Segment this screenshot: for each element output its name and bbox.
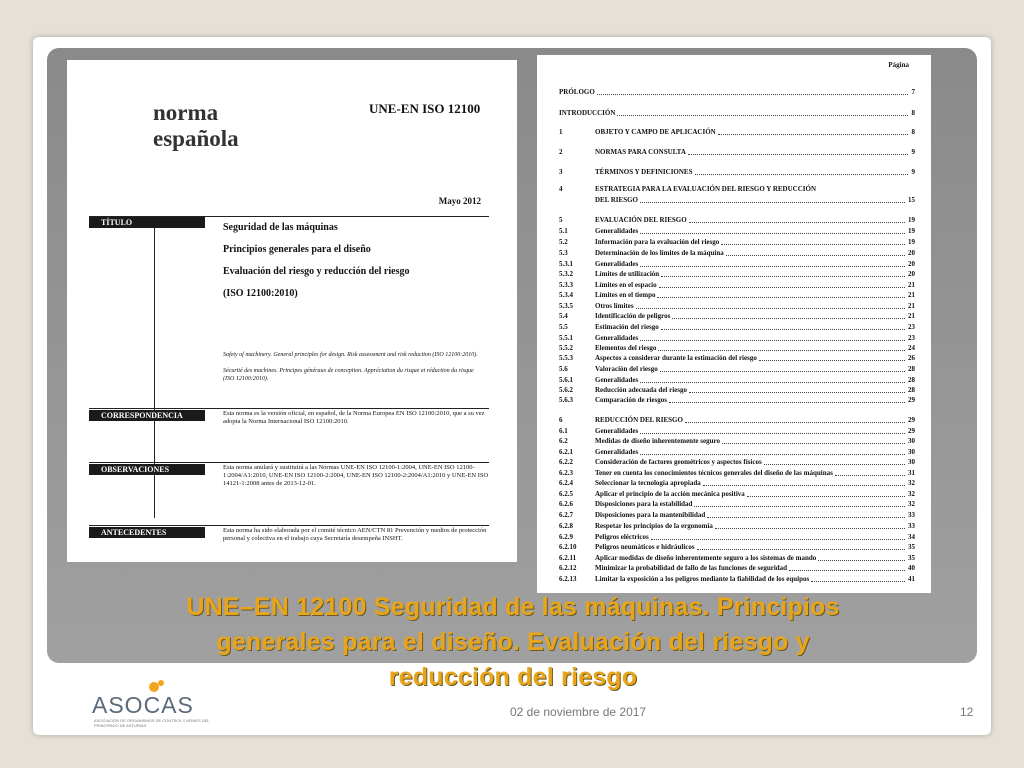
toc-leader-dots [721, 244, 905, 245]
toc-page-number: 20 [908, 260, 915, 268]
title-line-3: Evaluación del riesgo y reducción del riesgo [223, 266, 410, 277]
toc-leader-dots [661, 329, 905, 330]
toc-leader-dots [657, 297, 905, 298]
toc-row [559, 343, 915, 353]
toc-page-number: 32 [908, 500, 915, 508]
toc-title: Generalidades [595, 334, 639, 342]
caption-line-1: UNE–EN 12100 Seguridad de las máquinas. Principios [186, 593, 840, 621]
title-line-2: Principios generales para el diseño [223, 244, 371, 255]
toc-page-number: 28 [908, 386, 915, 394]
toc-row [559, 237, 915, 247]
toc-number: 5.4 [559, 312, 568, 320]
toc-number: 5.3 [559, 249, 568, 257]
toc-row [559, 489, 915, 499]
toc-title: Identificación de peligros [595, 312, 671, 320]
toc-page-number: 9 [911, 148, 915, 156]
toc-leader-dots [640, 433, 905, 434]
logo-dot [158, 680, 164, 686]
toc-leader-dots [640, 202, 905, 203]
toc-number: 6.2.7 [559, 511, 573, 519]
title-line-1: Seguridad de las máquinas [223, 222, 338, 233]
toc-title: Seleccionar la tecnología apropiada [595, 479, 701, 487]
toc-number: 6.2.10 [559, 543, 577, 551]
toc-leader-dots [685, 422, 905, 423]
toc-leader-dots [658, 350, 905, 351]
antecedentes-label: ANTECEDENTES [89, 527, 205, 538]
toc-number: 5.5.2 [559, 344, 573, 352]
toc-page-number: 35 [908, 543, 915, 551]
toc-leader-dots [669, 402, 905, 403]
toc-page-number: 33 [908, 511, 915, 519]
toc-row [559, 532, 915, 542]
toc-number: 6 [559, 416, 563, 424]
toc-row [559, 468, 915, 478]
toc-row [559, 553, 915, 563]
antecedentes-text: Esta norma ha sido elaborada por el comité técnico AEN/CTN 81 Prevención y medios de protección personal y colectiva en el trabajo cuya Secretaría desempeña INSHT. [223, 527, 487, 542]
toc-number: 5 [559, 216, 563, 224]
toc-title: Generalidades [595, 448, 639, 456]
toc-title: Generalidades [595, 376, 639, 384]
toc-title: Minimizar la probabilidad de fallo de las funciones de seguridad [595, 564, 788, 572]
toc-title: Determinación de los límites de la máquina [595, 249, 724, 257]
toc-row [559, 215, 915, 225]
english-title: Safety of machinery. General principles for design. Risk assessment and risk reduction (ISO 12100:2010). [223, 352, 478, 358]
toc-title: OBJETO Y CAMPO DE APLICACIÓN [595, 128, 716, 136]
toc-leader-dots [694, 506, 905, 507]
toc-row [559, 426, 915, 436]
french-title: Sécurité des machines. Principes généraux de conception. Appréciation du risque et réduction du risque (ISO 12100:2010). [223, 368, 474, 382]
correspondencia-text: Esta norma es la versión oficial, en español, de la Norma Europea EN ISO 12100:2010, que a su vez adopta la Norma Internacional ISO 12100:2010. [223, 410, 485, 425]
toc-page-number: 21 [908, 281, 915, 289]
toc-number: 5.6.3 [559, 396, 573, 404]
toc-page-number: 21 [908, 312, 915, 320]
toc-row [559, 415, 915, 425]
toc-number: 5.3.1 [559, 260, 573, 268]
toc-title: Otros límites [595, 302, 634, 310]
toc-row [559, 499, 915, 509]
toc-number: 5.6 [559, 365, 568, 373]
toc-leader-dots [597, 94, 908, 95]
toc-leader-dots [640, 340, 905, 341]
toc-leader-dots [688, 154, 908, 155]
toc-leader-dots [789, 570, 905, 571]
toc-page-number: 30 [908, 437, 915, 445]
toc-leader-dots [818, 560, 905, 561]
toc-leader-dots [640, 382, 905, 383]
toc-page-number: 23 [908, 334, 915, 342]
toc-number: 6.2.6 [559, 500, 573, 508]
toc-row [559, 478, 915, 488]
toc-leader-dots [640, 233, 905, 234]
toc-leader-dots [659, 287, 905, 288]
toc-row [559, 333, 915, 343]
toc-page-number: 23 [908, 323, 915, 331]
toc-row [559, 521, 915, 531]
logo-text: ASOCAS [92, 692, 194, 718]
toc-row [559, 248, 915, 258]
toc-number: 5.3.4 [559, 291, 573, 299]
toc-page-number: 24 [908, 344, 915, 352]
toc-title: REDUCCIÓN DEL RIESGO [595, 416, 683, 424]
toc-leader-dots [764, 464, 905, 465]
toc-title: Aplicar el principio de la acción mecánica positiva [595, 490, 745, 498]
toc-number: 6.2 [559, 437, 568, 445]
toc-title: Reducción adecuada del riesgo [595, 386, 687, 394]
toc-row [559, 364, 915, 374]
toc-row [559, 259, 915, 269]
toc-row [559, 184, 915, 194]
toc-number: 6.2.8 [559, 522, 573, 530]
toc-leader-dots [759, 360, 905, 361]
correspondencia-label: CORRESPONDENCIA [89, 410, 205, 421]
toc-leader-dots [689, 392, 905, 393]
titulo-label: TÍTULO [89, 217, 205, 228]
toc-leader-dots [697, 549, 905, 550]
toc-row [559, 87, 915, 97]
toc-title: TÉRMINOS Y DEFINICIONES [595, 168, 693, 176]
toc-title: EVALUACIÓN DEL RIESGO [595, 216, 687, 224]
toc-row [559, 108, 915, 118]
publication-date: Mayo 2012 [438, 196, 481, 206]
toc-number: 3 [559, 168, 563, 176]
toc-number: 1 [559, 128, 563, 136]
toc-title: Información para la evaluación del riesgo [595, 238, 720, 246]
toc-title: Aplicar medidas de diseño inherentemente seguro a los sistemas de mando [595, 554, 817, 562]
toc-number: 5.6.2 [559, 386, 573, 394]
toc-leader-dots [726, 255, 905, 256]
toc-title: Disposiciones para la mantenibilidad [595, 511, 706, 519]
toc-number: 5.3.5 [559, 302, 573, 310]
toc-number: 2 [559, 148, 563, 156]
toc-title: Comparación de riesgos [595, 396, 667, 404]
toc-title: Peligros neumáticos e hidráulicos [595, 543, 695, 551]
footer-date: 02 de noviembre de 2017 [510, 705, 647, 719]
norma-line2: española [153, 126, 239, 151]
observaciones-text: Esta norma anulará y sustituirá a las Normas UNE-EN ISO 12100-1:2004, UNE-EN ISO 12100-1:2004/A1:2010, UNE-EN ISO 12100-2:2004, UNE-EN ISO 12100-2:2004/A1:2010 y UNE-EN ISO 14121-1:2008 antes de 2013-12-01. [223, 464, 489, 487]
toc-number: 5.6.1 [559, 376, 573, 384]
toc-row [559, 574, 915, 584]
toc-leader-dots [651, 539, 905, 540]
toc-number: 6.2.3 [559, 469, 573, 477]
toc-title: Valoración del riesgo [595, 365, 658, 373]
toc-title: Aspectos a considerar durante la estimación del riesgo [595, 354, 757, 362]
toc-leader-dots [835, 475, 905, 476]
toc-row [559, 436, 915, 446]
toc-row [559, 542, 915, 552]
toc-page-number: 32 [908, 490, 915, 498]
toc-title: Generalidades [595, 427, 639, 435]
toc-row [559, 311, 915, 321]
toc-number: 4 [559, 185, 563, 193]
table-of-contents-page [537, 55, 931, 593]
toc-leader-dots [640, 266, 905, 267]
toc-row [559, 457, 915, 467]
toc-row [559, 195, 915, 205]
toc-row [559, 510, 915, 520]
toc-row [559, 301, 915, 311]
toc-page-number: 28 [908, 365, 915, 373]
toc-number: 5.1 [559, 227, 568, 235]
toc-page-number: 28 [908, 376, 915, 384]
toc-page-number: 35 [908, 554, 915, 562]
toc-page-number: 21 [908, 302, 915, 310]
toc-row [559, 563, 915, 573]
toc-leader-dots [617, 115, 908, 116]
caption-line-3: reducción del riesgo [388, 663, 638, 691]
toc-row [559, 385, 915, 395]
toc-title: Elementos del riesgo [595, 344, 657, 352]
standard-cover-page [67, 60, 517, 562]
toc-number: 6.2.11 [559, 554, 577, 562]
toc-row [559, 375, 915, 385]
toc-page-number: 29 [908, 416, 915, 424]
toc-page-number: 29 [908, 427, 915, 435]
toc-leader-dots [672, 318, 905, 319]
toc-row [559, 322, 915, 332]
toc-row [559, 353, 915, 363]
toc-page-number: 40 [908, 564, 915, 572]
toc-page-number: 20 [908, 249, 915, 257]
toc-row [559, 290, 915, 300]
caption-line-2: generales para el diseño. Evaluación del riesgo y [216, 628, 810, 656]
toc-page-number: 19 [908, 227, 915, 235]
standard-code: UNE-EN ISO 12100 [369, 101, 481, 116]
toc-number: 5.3.3 [559, 281, 573, 289]
toc-title: Generalidades [595, 260, 639, 268]
toc-title: Disposiciones para la estabilidad [595, 500, 693, 508]
asocas-logo [92, 680, 214, 728]
toc-title: INTRODUCCIÓN [559, 109, 616, 117]
norma-line1: norma [153, 100, 219, 125]
toc-number: 5.5.1 [559, 334, 573, 342]
toc-row [559, 395, 915, 405]
toc-title: Límites en el tiempo [595, 291, 656, 299]
toc-number: 6.2.12 [559, 564, 577, 572]
toc-leader-dots [715, 528, 905, 529]
toc-number: 6.2.2 [559, 458, 573, 466]
toc-leader-dots [722, 443, 905, 444]
toc-page-number: 26 [908, 354, 915, 362]
toc-leader-dots [707, 517, 905, 518]
divider [89, 408, 489, 409]
toc-leader-dots [640, 454, 905, 455]
toc-row [559, 127, 915, 137]
toc-page-number: 32 [908, 479, 915, 487]
norma-espanola-heading [153, 100, 239, 152]
toc-row [559, 269, 915, 279]
toc-number: 5.3.2 [559, 270, 573, 278]
slide-number: 12 [960, 705, 974, 719]
toc-row [559, 167, 915, 177]
toc-page-number: 20 [908, 270, 915, 278]
toc-leader-dots [811, 581, 905, 582]
toc-title: Límites en el espacio [595, 281, 657, 289]
toc-page-number: 31 [908, 469, 915, 477]
toc-row [559, 226, 915, 236]
toc-number: 5.5.3 [559, 354, 573, 362]
toc-number: 6.2.4 [559, 479, 573, 487]
toc-number: 6.1 [559, 427, 568, 435]
toc-title: Consideración de factores geométricos y aspectos físicos [595, 458, 762, 466]
toc-page-number: 9 [911, 168, 915, 176]
toc-page-number: 15 [908, 196, 915, 204]
toc-page-number: 34 [908, 533, 915, 541]
toc-leader-dots [660, 371, 905, 372]
toc-page-number: 19 [908, 216, 915, 224]
toc-title: Respetar los principios de la ergonomía [595, 522, 713, 530]
toc-page-number: 33 [908, 522, 915, 530]
toc-leader-dots [689, 222, 905, 223]
toc-leader-dots [636, 308, 905, 309]
toc-number: 6.2.13 [559, 575, 577, 583]
toc-title: Peligros eléctricos [595, 533, 649, 541]
toc-title: Límites de utilización [595, 270, 660, 278]
toc-title: NORMAS PARA CONSULTA [595, 148, 686, 156]
title-line-4: (ISO 12100:2010) [223, 288, 298, 299]
toc-row [559, 280, 915, 290]
logo-subtitle: ASOCIACIÓN DE ORGANISMOS DE CONTROL Y AFINES DEL PRINCIPADO DE ASTURIAS [94, 718, 210, 728]
toc-number: 6.2.1 [559, 448, 573, 456]
toc-number: 5.5 [559, 323, 568, 331]
toc-page-number: 19 [908, 238, 915, 246]
toc-title: Limitar la exposición a los peligros mediante la fiabilidad de los equipos [595, 575, 810, 583]
toc-page-number: 29 [908, 396, 915, 404]
divider [89, 525, 489, 526]
toc-page-number: 30 [908, 458, 915, 466]
toc-title: PRÓLOGO [559, 88, 595, 96]
pagina-label: Página [888, 61, 909, 69]
toc-title: Medidas de diseño inherentemente seguro [595, 437, 720, 445]
toc-page-number: 8 [911, 109, 915, 117]
toc-leader-dots [703, 485, 905, 486]
toc-title: Generalidades [595, 227, 639, 235]
toc-page-number: 8 [911, 128, 915, 136]
toc-title: Tener en cuenta los conocimientos técnicos generales del diseño de las máquinas [595, 469, 833, 477]
toc-row [559, 147, 915, 157]
toc-title: ESTRATEGIA PARA LA EVALUACIÓN DEL RIESGO Y REDUCCIÓN [595, 185, 816, 193]
toc-page-number: 41 [908, 575, 915, 583]
toc-row [559, 447, 915, 457]
toc-page-number: 30 [908, 448, 915, 456]
divider [89, 462, 489, 463]
toc-title: Estimación del riesgo [595, 323, 659, 331]
observaciones-label: OBSERVACIONES [89, 464, 205, 475]
toc-leader-dots [695, 174, 908, 175]
toc-page-number: 7 [911, 88, 915, 96]
toc-leader-dots [718, 134, 908, 135]
toc-number: 6.2.9 [559, 533, 573, 541]
toc-leader-dots [661, 276, 905, 277]
toc-number: 5.2 [559, 238, 568, 246]
toc-title: DEL RIESGO [595, 196, 638, 204]
toc-number: 6.2.5 [559, 490, 573, 498]
toc-page-number: 21 [908, 291, 915, 299]
toc-leader-dots [747, 496, 905, 497]
